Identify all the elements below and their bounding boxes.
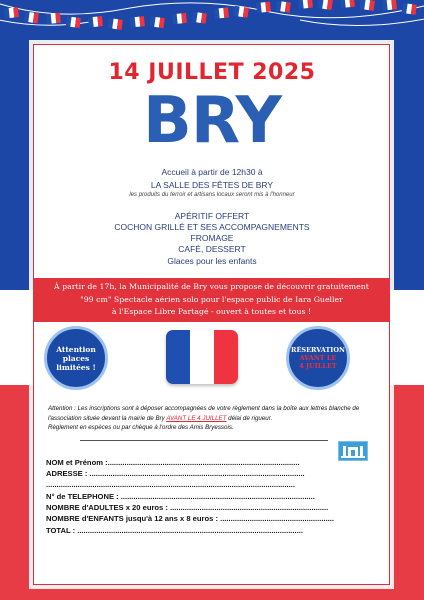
pennant-icon — [88, 16, 103, 27]
form-row-name[interactable]: NOM et Prénom :........................................................................................... — [46, 458, 300, 467]
pennant-icon — [66, 16, 81, 28]
form-row-children[interactable]: NOMBRE d'ENFANTS jusqu'à 12 ans x 8 euros : ...................................................... — [46, 514, 335, 523]
pennant-icon — [256, 2, 271, 13]
pennant-icon — [24, 11, 39, 23]
pennant-icon — [402, 3, 417, 15]
banner-line: "99 cm" Spectacle aérien solo pour l'espace public de Iara Gueller — [80, 294, 343, 304]
venue-text: LA SALLE DES FÊTES DE BRY — [150, 180, 274, 190]
pennant-icon — [172, 13, 187, 24]
limited-places-badge — [44, 326, 108, 390]
reservation-badge — [286, 326, 350, 390]
pennant-icon — [108, 18, 123, 30]
pennant-icon — [276, 1, 291, 13]
pennant-icon — [340, 0, 355, 8]
pennant-icon — [4, 7, 19, 18]
menu-item: APÉRITIF OFFERT — [174, 211, 250, 221]
pennant-icon — [298, 0, 313, 9]
separator-line — [80, 440, 328, 441]
payment-note: Règlement en espèces ou par chèque à l'ordre des Amis Bryessois. — [48, 424, 234, 431]
pennant-icon — [360, 0, 375, 11]
banner-line: À partir de 17h, la Municipalité de Bry vous propose de découvrir gratuitement — [54, 282, 369, 291]
form-row-total[interactable]: TOTAL : ........................................................................................................... — [46, 526, 303, 535]
attention-notice — [48, 404, 376, 433]
menu-item: Glaces pour les enfants — [167, 256, 257, 266]
reservation-deadline: AVANT LE — [299, 354, 337, 362]
pennant-icon — [382, 0, 397, 11]
pennant-icon — [318, 0, 333, 10]
form-row-address-cont[interactable]: ...................................................................................................................... — [46, 480, 295, 489]
welcome-text: Accueil à partir de 12h30 à — [161, 167, 263, 177]
show-banner — [33, 278, 390, 322]
limited-places-text: Attention places limitées ! — [56, 344, 96, 372]
french-flag-icon — [166, 330, 238, 384]
banner-line: à l'Espace Libre Partagé - ouvert à toutes et tous ! — [111, 307, 312, 316]
pennant-icon — [150, 16, 165, 28]
pennant-icon — [130, 16, 145, 27]
form-row-phone[interactable]: N° de TELEPHONE : ............................................................................................ — [46, 492, 315, 501]
reservation-date: 4 JUILLET — [299, 362, 337, 370]
menu-item: FROMAGE — [190, 233, 234, 243]
attention-text: Attention : Les inscriptions sont à déposer accompagnées de votre règlement dans la boîte aux lettres blanche de l'association située devant la mairie de Bry — [48, 405, 360, 422]
form-row-address[interactable]: ADRESSE : ...................................................................................................... — [46, 469, 305, 478]
pennant-icon — [46, 13, 61, 24]
attention-deadline: AVANT LE 4 JUILLET — [166, 414, 227, 422]
products-note: les produits du terroir et artisans locaux seront mis à l'honneur — [129, 192, 295, 198]
reservation-label: RÉSERVATION — [291, 346, 345, 354]
pennant-icon — [192, 12, 207, 24]
city-name: BRY — [143, 84, 281, 158]
form-row-adults[interactable]: NOMBRE d'ADULTES x 20 euros : ........................................................................... — [46, 503, 329, 512]
event-title: 14 JUILLET 2025 — [108, 60, 316, 85]
menu-item: CAFÉ, DESSERT — [178, 244, 246, 254]
attention-text-end: délai de rigueur. — [226, 414, 273, 422]
menu-item: COCHON GRILLÉ ET SES ACCOMPAGNEMENTS — [114, 222, 310, 232]
pennant-icon — [234, 6, 249, 18]
pennant-icon — [214, 7, 229, 18]
